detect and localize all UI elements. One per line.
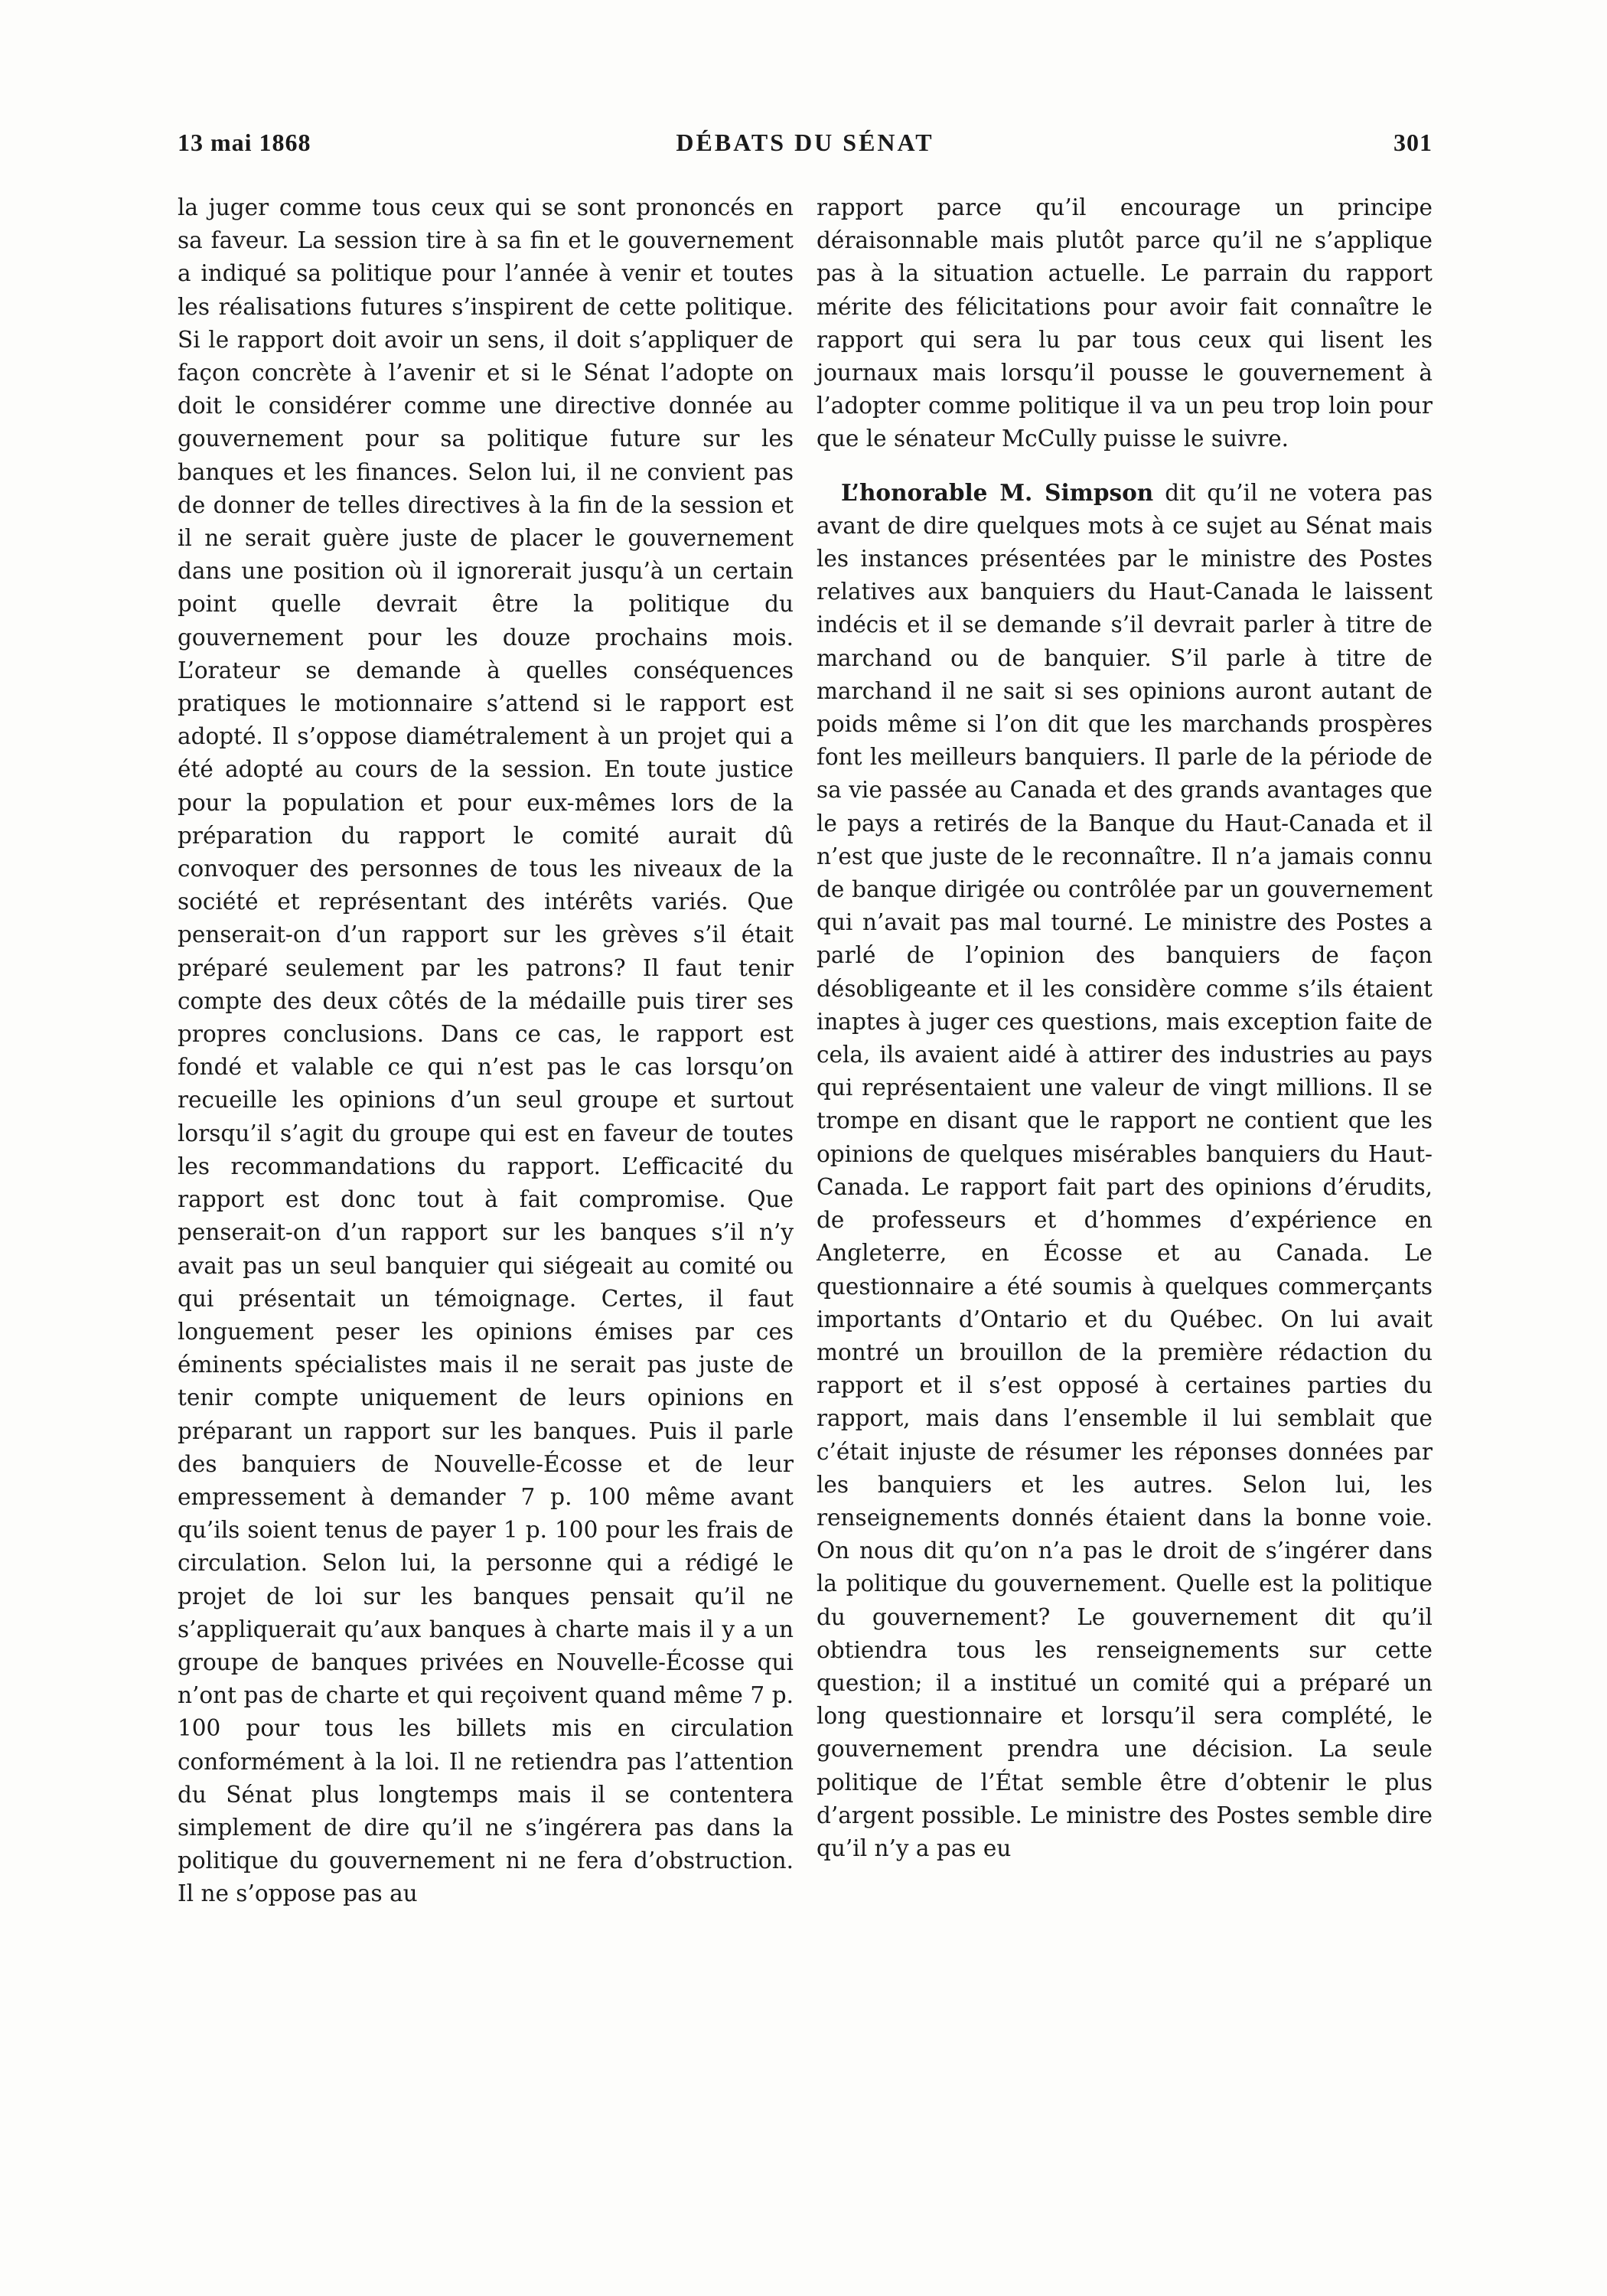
header-date: 13 mai 1868	[178, 129, 311, 156]
left-paragraph-1: la juger comme tous ceux qui se sont prononcés en sa faveur. La session tire à sa fin et le gouvernement a indiqué sa politique pour l’année à venir et toutes les réalisations futures s’inspirent de cette politique. Si le rapport doit avoir un sens, il doit s’appliquer de façon concrète à l’avenir et si le Sénat l’adopte on doit le considérer comme une directive donnée au gouvernement pour sa politique future sur les banques et les finances. Selon lui, il ne convient pas de donner de telles directives à la fin de la session et il ne serait guère juste de placer le gouvernement dans une position où il ignorerait jusqu’à un certain point quelle devrait être la politique du gouvernement pour les douze prochains mois. L’orateur se demande à quelles conséquences pratiques le motionnaire s’attend si le rapport est adopté. Il s’oppose diamétralement à un projet qui a été adopté au cours de la session. En toute justice pour la population et pour eux-mêmes lors de la préparation du rapport le comité aurait dû convoquer des personnes de tous les niveaux de la société et représentant des intérêts variés. Que penserait-on d’un rapport sur les grèves s’il était préparé seulement par les patrons? Il faut tenir compte des deux côtés de la médaille puis tirer ses propres conclusions. Dans ce cas, le rapport est fondé et valable ce qui n’est pas le cas lorsqu’on recueille les opinions d’un seul groupe et surtout lorsqu’il s’agit du groupe qui est en faveur de toutes les recommandations du rapport. L’efficacité du rapport est donc tout à fait compromise. Que penserait-on d’un rapport sur les banques s’il n’y avait pas un seul banquier qui siégeait au comité ou qui présentait un témoignage. Certes, il faut longuement peser les opinions émises par ces éminents spécialistes mais il ne serait pas juste de tenir compte uniquement de leurs opinions en préparant un rapport sur les banques. Puis il parle des banquiers de Nouvelle-Écosse et de leur empressement à demander 7 p. 100 même avant qu’ils soient tenus de payer 1 p. 100 pour les frais de circulation. Selon lui, la personne qui a rédigé le projet de loi sur les banques pensait qu’il ne s’appliquerait qu’aux banques à charte mais il y a un groupe de banques privées en Nouvelle-Écosse qui n’ont pas de charte et qui reçoivent quand même 7 p. 100 pour tous les billets mis en circulation conformément à la loi. Il ne retiendra pas l’attention du Sénat plus longtemps mais il se contentera simplement de dire qu’il ne s’ingérera pas dans la politique du gouvernement ni ne fera d’obstruction. Il ne s’oppose pas au	[178, 194, 794, 1907]
right-paragraph-2	[817, 476, 1433, 1866]
right-paragraph-1: rapport parce qu’il encourage un principe déraisonnable mais plutôt parce qu’il ne s’applique pas à la situation actuelle. Le parrain du rapport mérite des félicitations pour avoir fait connaître le rapport qui sera lu par tous ceux qui lisent les journaux mais lorsqu’il pousse le gouvernement à l’adopter comme politique il va un peu trop loin pour que le sénateur McCully puisse le suivre.	[817, 194, 1433, 452]
right-paragraph-2-text: dit qu’il ne votera pas avant de dire quelques mots à ce sujet au Sénat mais les instances présentées par le ministre des Postes relatives aux banquiers du Haut-Canada le laissent indécis et il se demande s’il devrait parler à titre de marchand ou de banquier. S’il parle à titre de marchand il ne sait si ses opinions auront autant de poids même si l’on dit que les marchands prospères font les meilleurs banquiers. Il parle de la période de sa vie passée au Canada et des grands avantages que le pays a retirés de la Banque du Haut-Canada et il n’est que juste de le reconnaître. Il n’a jamais connu de banque dirigée ou contrôlée par un gouvernement qui n’avait pas mal tourné. Le ministre des Postes a parlé de l’opinion des banquiers de façon désobligeante et il les considère comme s’ils étaient inaptes à juger ces questions, mais exception faite de cela, ils avaient aidé à attirer des industries au pays qui représentaient une valeur de vingt millions. Il se trompe en disant que le rapport ne contient que les opinions de quelques misérables banquiers du Haut-Canada. Le rapport fait part des opinions d’érudits, de professeurs et d’hommes d’expérience en Angleterre, en Écosse et au Canada. Le questionnaire a été soumis à quelques commerçants importants d’Ontario et du Québec. On lui avait montré un brouillon de la première rédaction du rapport et il s’est opposé à certaines parties du rapport, mais dans l’ensemble il lui semblait que c’était injuste de résumer les réponses données par les banquiers et les autres. Selon lui, les renseignements donnés étaient dans la bonne voie. On nous dit qu’on n’a pas le droit de s’ingérer dans la politique du gouvernement. Quelle est la politique du gouvernement? Le gouvernement dit qu’il obtiendra tous les renseignements sur cette question; il a institué un comité qui a préparé un long questionnaire et lorsqu’il sera complété, le gouvernement prendra une décision. La seule politique de l’État semble être d’obtenir le plus d’argent possible. Le ministre des Postes semble dire qu’il n’y a pas eu	[817, 479, 1433, 1861]
page-header	[178, 129, 1433, 167]
right-column	[817, 191, 1433, 1865]
speaker-name: L’honorable M. Simpson	[841, 478, 1154, 506]
page-number: 301	[1393, 129, 1433, 156]
header-title: DÉBATS DU SÉNAT	[676, 129, 934, 156]
left-column	[178, 191, 794, 1911]
